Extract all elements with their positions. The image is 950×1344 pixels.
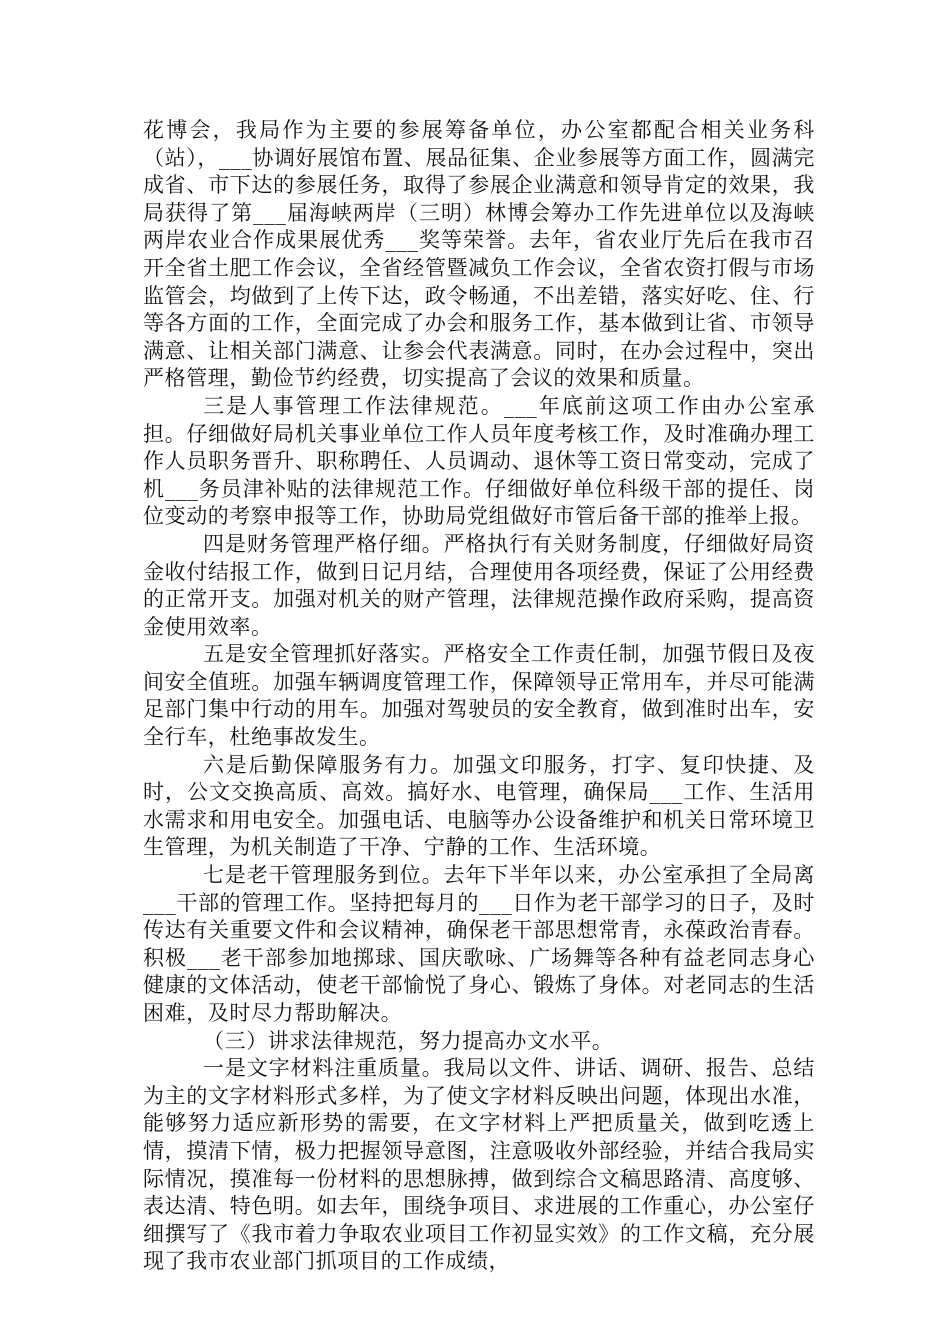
paragraph-huabohui: 花博会，我局作为主要的参展筹备单位，办公室都配合相关业务科（站），___协调好展馆布置、展品征集、企业参展等方面工作，圆满完成省、市下达的参展任务，取得了参展企业满意和领导肯定的效果，我局获得了第___届海峡两岸（三明）林博会筹办工作先进单位以及海峡两岸农业合作成果展优秀___奖等荣誉。去年，省农业厅先后在我市召开全省土肥工作会议，全省经管暨减负工作会议，全省农资打假与市场监管会，均做到了上传下达，政令畅通，不出差错，落实好吃、住、行等各方面的工作，全面完成了办会和服务工作，基本做到让省、市领导满意、让相关部门满意、让参会代表满意。同时，在办会过程中，突出严格管理，勤俭节约经费，切实提高了会议的效果和质量。 xyxy=(143,118,815,391)
paragraph-retired-cadres: 七是老干管理服务到位。去年下半年以来，办公室承担了全局离___干部的管理工作。坚持把每月的___日作为老干部学习的日子，及时传达有关重要文件和会议精神，确保老干部思想常青，永葆政治青春。积极___老干部参加地掷球、国庆歌咏、广场舞等各种有益老同志身心健康的文体活动，使老干部愉悦了身心、锻炼了身体。对老同志的生活困难，及时尽力帮助解决。 xyxy=(143,863,815,1025)
paragraph-financial-management: 四是财务管理严格仔细。严格执行有关财务制度，仔细做好局资金收付结报工作，做到日记月结，合理使用各项经费，保证了公用经费的正常开支。加强对机关的财产管理，法律规范操作政府采购，提高资金使用效率。 xyxy=(143,531,815,639)
paragraph-written-materials: 一是文字材料注重质量。我局以文件、讲话、调研、报告、总结为主的文字材料形式多样，为了使文字材料反映出问题，体现出水准，能够努力适应新形势的需要，在文字材料上严把质量关，做到吃透上情，摸清下情，极力把握领导意图，注意吸收外部经验，并结合我局实际情况，摸准每一份材料的思想脉搏，做到综合文稿思路清、高度够、表达清、特色明。如去年，围绕争项目、求进展的工作重心，办公室仔细撰写了《我市着力争取农业项目工作初显实效》的工作文稿，充分展现了我市农业部门抓项目的工作成绩， xyxy=(143,1056,815,1274)
paragraph-personnel-management: 三是人事管理工作法律规范。___年底前这项工作由办公室承担。仔细做好局机关事业单位工作人员年度考核工作，及时准确办理工作人员职务晋升、职称聘任、人员调动、退休等工资日常变动，完成了机___务员津补贴的法律规范工作。仔细做好单位科级干部的提任、岗位变动的考察申报等工作，协助局党组做好市管后备干部的推举上报。 xyxy=(143,393,815,529)
paragraph-safety-management: 五是安全管理抓好落实。严格安全工作责任制，加强节假日及夜间安全值班。加强车辆调度管理工作，保障领导正常用车，并尽可能满足部门集中行动的用车。加强对驾驶员的安全教育，做到准时出车，安全行车，杜绝事故发生。 xyxy=(143,642,815,750)
paragraph-logistics-support: 六是后勤保障服务有力。加强文印服务，打字、复印快捷、及时，公文交换高质、高效。搞好水、电管理，确保局___工作、生活用水需求和用电安全。加强电话、电脑等办公设备维护和机关日常环境卫生管理，为机关制造了干净、宁静的工作、生活环境。 xyxy=(143,752,815,860)
document-page xyxy=(143,117,815,1276)
section-heading-document-standards: （三）讲求法律规范，努力提高办文水平。 xyxy=(203,1028,614,1053)
